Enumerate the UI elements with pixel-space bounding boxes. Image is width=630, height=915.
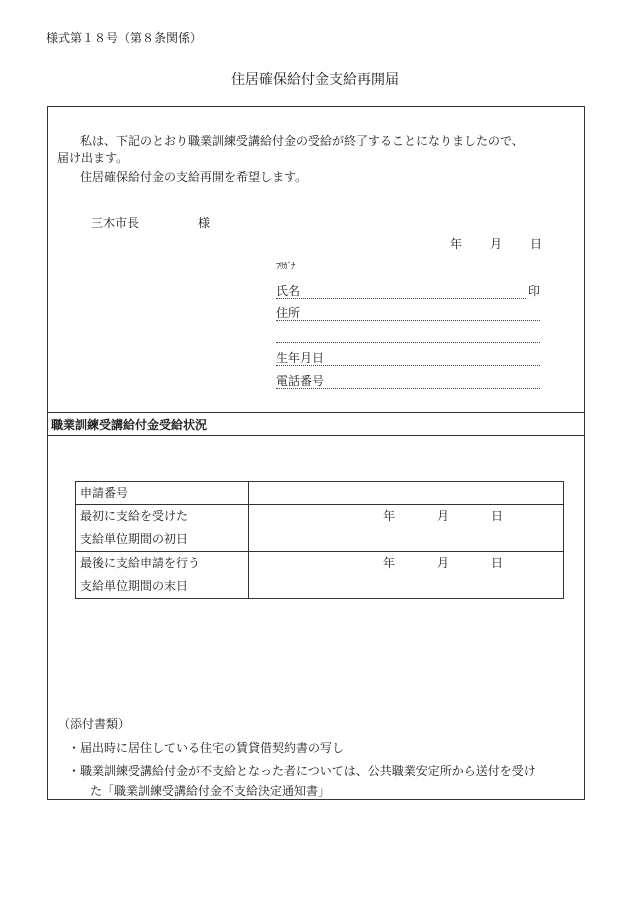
dob-label: 生年月日	[276, 351, 325, 365]
table-row	[76, 552, 564, 599]
name-field[interactable]	[276, 298, 526, 299]
attachment-item-2-continued: た「職業訓練受講給付金不支給決定通知書」	[90, 784, 331, 798]
first-day-label: 日	[491, 509, 504, 523]
dob-field[interactable]	[276, 365, 540, 366]
intro-line-3: 住居確保給付金の支給再開を希望します。	[80, 170, 308, 184]
attachments-heading: （添付書類）	[58, 717, 131, 731]
section-divider-top	[47, 412, 585, 413]
last-period-label-line-1: 最後に支給申請を行う	[80, 556, 201, 570]
date-day-label: 日	[530, 237, 543, 251]
section-divider-bottom	[47, 435, 585, 436]
first-period-label-line-1: 最初に支給を受けた	[80, 509, 189, 523]
attachment-item-2: ・職業訓練受講給付金が不支給となった者については、公共職業安定所から送付を受け	[68, 764, 536, 778]
attachment-item-1: ・届出時に居住している住宅の賃貸借契約書の写し	[68, 741, 345, 755]
intro-line-2: 届け出ます。	[57, 151, 129, 165]
table-row	[76, 505, 564, 552]
seal-label: 印	[528, 284, 541, 298]
address-label: 住所	[276, 306, 301, 320]
last-month-label: 月	[437, 556, 450, 570]
section-title: 職業訓練受講給付金受給状況	[51, 418, 208, 432]
last-period-date-field[interactable]	[249, 552, 564, 599]
first-period-label	[76, 505, 249, 552]
form-number: 様式第１８号（第８条関係）	[46, 31, 203, 45]
last-period-label	[76, 552, 249, 599]
status-table	[75, 481, 564, 599]
application-number-field[interactable]	[249, 482, 564, 505]
tel-label: 電話番号	[276, 374, 325, 388]
first-period-label-line-2: 支給単位期間の初日	[80, 532, 189, 546]
last-period-label-line-2: 支給単位期間の末日	[80, 579, 189, 593]
furigana-label: ﾌﾘｶﾞﾅ	[276, 262, 295, 272]
date-year-label: 年	[450, 237, 463, 251]
date-month-label: 月	[490, 237, 503, 251]
address-field-line-2[interactable]	[276, 342, 540, 343]
last-day-label: 日	[491, 556, 504, 570]
table-row	[76, 482, 564, 505]
intro-line-1: 私は、下記のとおり職業訓練受講給付金の受給が終了することになりましたので、	[80, 134, 524, 148]
address-field[interactable]	[276, 320, 540, 321]
first-period-date-field[interactable]	[249, 505, 564, 552]
form-frame	[47, 106, 585, 800]
addressee-mayor: 三木市長	[91, 216, 140, 230]
first-year-label: 年	[383, 509, 396, 523]
first-month-label: 月	[437, 509, 450, 523]
last-year-label: 年	[383, 556, 396, 570]
tel-field[interactable]	[276, 388, 540, 389]
document-title: 住居確保給付金支給再開届	[231, 72, 399, 88]
name-label: 氏名	[276, 284, 301, 298]
application-number-label: 申請番号	[76, 482, 249, 505]
addressee-honorific: 様	[198, 216, 211, 230]
